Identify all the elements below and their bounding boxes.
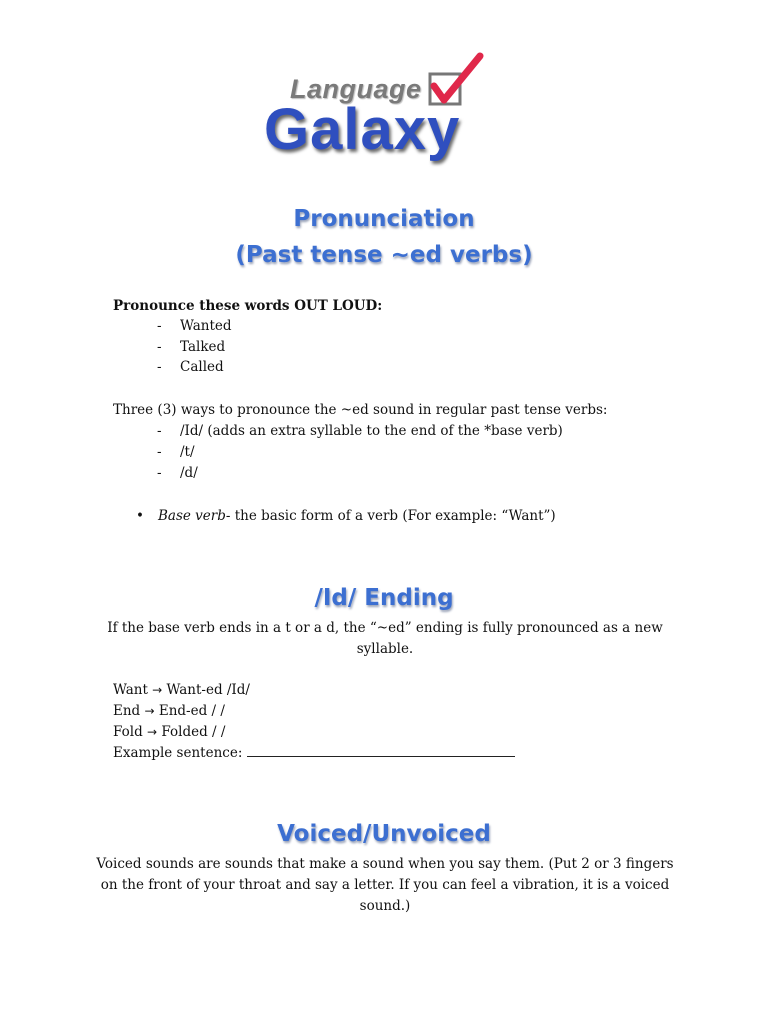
page-title: Pronunciation <box>293 206 475 232</box>
practice-word: Called <box>180 359 224 375</box>
id-desc-line: syllable. <box>356 641 414 657</box>
page-subtitle: (Past tense ~ed verbs) <box>235 242 533 268</box>
language-galaxy-logo <box>262 52 512 172</box>
example-row <box>113 680 250 700</box>
logo-language-word: Language <box>290 74 422 104</box>
id-ending-heading: /Id/ Ending <box>314 585 454 611</box>
example-result: Want-ed /Id/ <box>166 682 250 698</box>
ways-item: /t/ <box>180 444 195 460</box>
ways-item: /d/ <box>180 465 198 481</box>
base-verb-term: Base verb <box>158 508 226 524</box>
voiced-line: Voiced sounds are sounds that make a sound when you say them. (Put 2 or 3 fingers <box>96 856 674 872</box>
practice-prompt: Pronounce these words OUT LOUD: <box>113 298 383 314</box>
list-dash: - <box>157 339 162 355</box>
example-base: Want <box>113 682 148 698</box>
checkmark-icon <box>428 52 488 114</box>
bullet-icon: • <box>136 508 144 524</box>
voiced-line: on the front of your throat and say a letter. If you can feel a vibration, it is a voiced <box>100 877 670 893</box>
ways-item: /Id/ (adds an extra syllable to the end of the *base verb) <box>180 423 563 439</box>
base-verb-definition: - the basic form of a verb (For example: “Want”) <box>225 508 556 524</box>
list-dash: - <box>157 444 162 460</box>
example-result: End-ed / / <box>158 703 225 719</box>
example-base: End <box>113 703 141 719</box>
practice-word: Wanted <box>180 318 232 334</box>
ways-intro: Three (3) ways to pronounce the ~ed sound in regular past tense verbs: <box>113 402 608 418</box>
example-sentence-blank[interactable] <box>247 744 515 757</box>
list-dash: - <box>157 359 162 375</box>
practice-word: Talked <box>180 339 226 355</box>
example-sentence-label: Example sentence: <box>113 745 243 761</box>
example-base: Fold <box>113 724 143 740</box>
example-row <box>113 701 225 721</box>
arrow-icon: → <box>147 725 158 739</box>
voiced-heading: Voiced/Unvoiced <box>277 821 491 847</box>
list-dash: - <box>157 423 162 439</box>
voiced-line: sound.) <box>359 898 411 914</box>
id-desc-line: If the base verb ends in a t or a d, the “~ed” ending is fully pronounced as a new <box>107 620 663 636</box>
logo-galaxy-word: Galaxy <box>264 97 461 162</box>
voiced-description <box>90 854 680 917</box>
arrow-icon: → <box>144 704 155 718</box>
example-row <box>113 722 225 742</box>
list-dash: - <box>157 465 162 481</box>
list-dash: - <box>157 318 162 334</box>
id-ending-description <box>100 618 670 660</box>
base-verb-note <box>158 506 556 526</box>
example-sentence-row <box>113 743 515 763</box>
example-result: Folded / / <box>161 724 226 740</box>
arrow-icon: → <box>152 683 163 697</box>
